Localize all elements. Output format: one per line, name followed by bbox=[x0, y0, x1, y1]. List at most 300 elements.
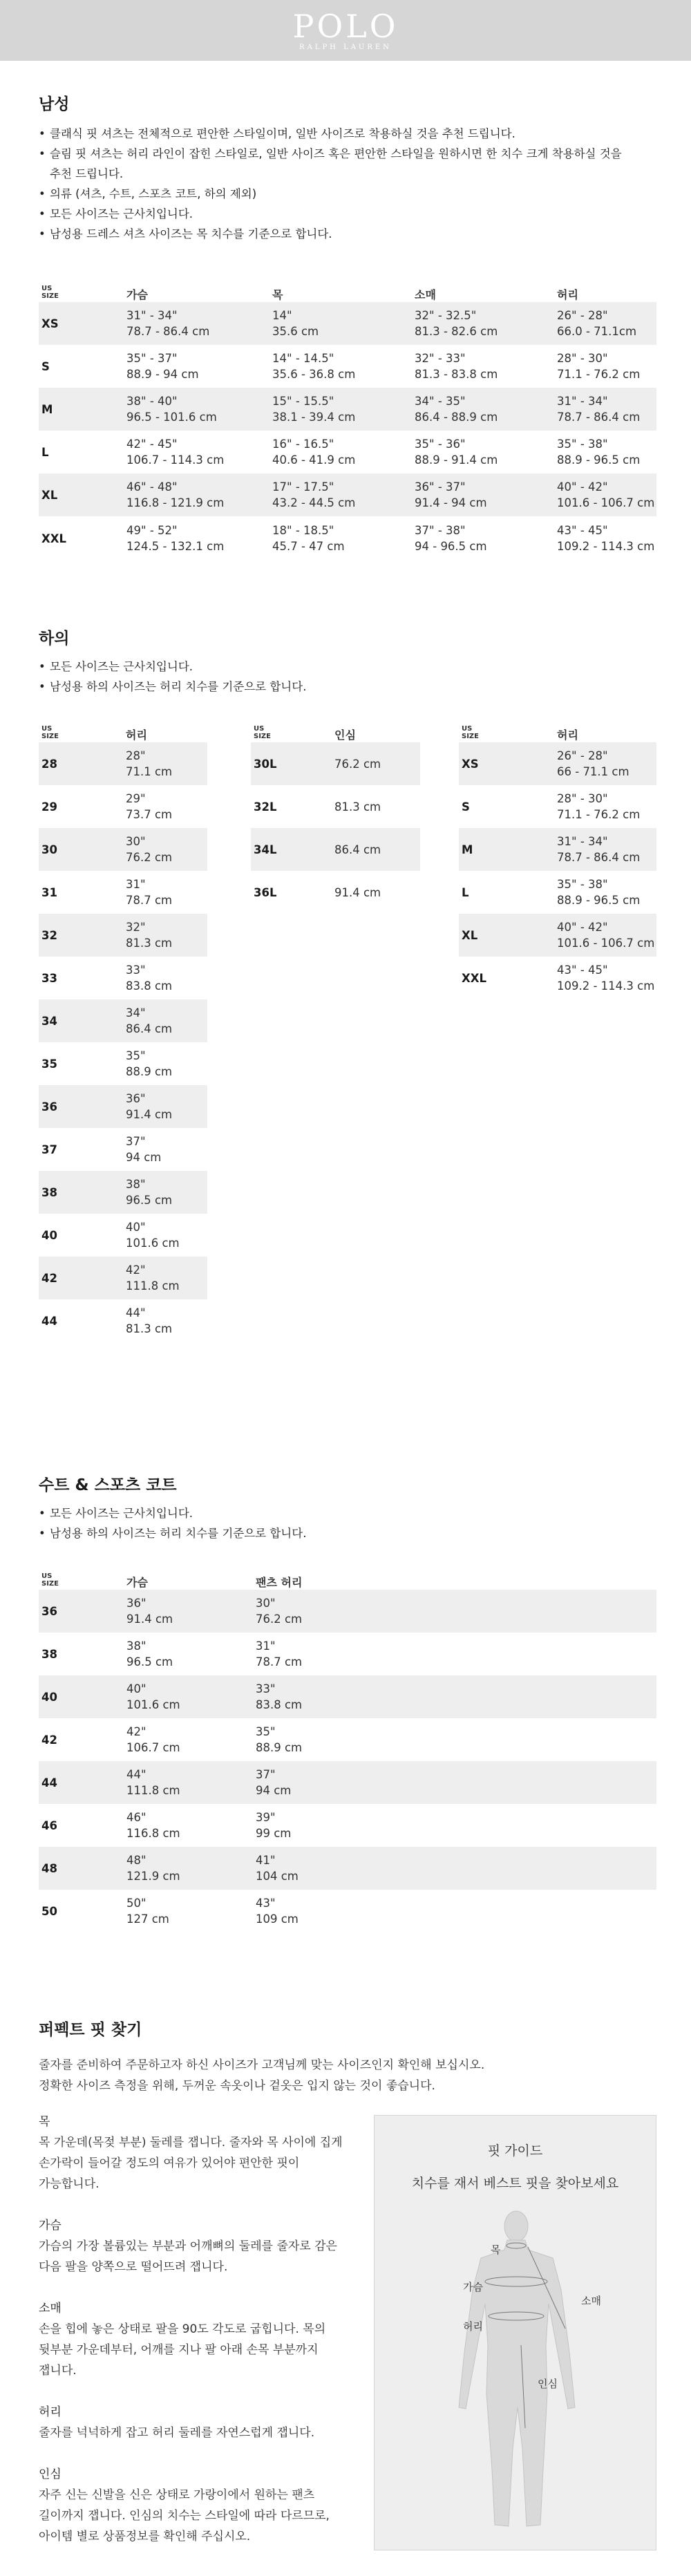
table-row bbox=[459, 914, 656, 957]
fit-measure-text: 가슴의 가장 볼륨있는 부분과 어깨뼈의 둘레를 줄자로 감은 bbox=[39, 2239, 337, 2253]
note: • 모든 사이즈는 근사치입니다. bbox=[39, 657, 661, 677]
cm-value: 96.5 - 101.6 cm bbox=[126, 411, 217, 424]
size-label: 35 bbox=[41, 1057, 57, 1071]
fit-measure-text: 뒷부분 가운데부터, 어깨를 지나 팔 아래 손목 부분까지 bbox=[39, 2343, 319, 2357]
table-row bbox=[39, 828, 207, 871]
col-inseam: 인심 bbox=[334, 728, 356, 742]
bottoms-notes bbox=[39, 657, 661, 697]
table-row bbox=[39, 1718, 656, 1761]
cm-value: 91.4 - 94 cm bbox=[415, 496, 487, 509]
inch-value: 38" - 40" bbox=[126, 395, 178, 408]
measure-cell bbox=[253, 1675, 656, 1718]
table-row bbox=[39, 302, 656, 345]
inch-value: 35" - 38" bbox=[557, 438, 608, 451]
size-label: XL bbox=[41, 488, 58, 502]
size-label: 34 bbox=[41, 1014, 57, 1028]
cm-value: 78.7 cm bbox=[256, 1655, 303, 1668]
size-cell bbox=[39, 1590, 124, 1633]
size-label: 40 bbox=[41, 1228, 57, 1242]
suits-section bbox=[39, 1472, 661, 1543]
cm-value: 78.7 cm bbox=[126, 894, 173, 907]
cm-value: 78.7 - 86.4 cm bbox=[557, 851, 641, 864]
note: • 남성용 하의 사이즈는 허리 치수를 기준으로 합니다. bbox=[39, 677, 661, 697]
table-row bbox=[39, 1257, 207, 1299]
size-label: 46 bbox=[41, 1818, 57, 1832]
suits-size-table bbox=[39, 1559, 656, 1933]
inch-value: 30" bbox=[256, 1597, 276, 1610]
note: • 클래식 핏 셔츠는 전체적으로 편안한 스타일이며, 일반 사이즈로 착용하실 것을 추천 드립니다. bbox=[39, 124, 661, 144]
cm-value: 109.2 - 114.3 cm bbox=[557, 540, 655, 553]
brand-logo: POLO bbox=[292, 7, 399, 45]
table-row bbox=[251, 785, 420, 828]
measure-cell bbox=[332, 871, 420, 914]
size-label: S bbox=[41, 359, 50, 373]
inch-value: 42" bbox=[126, 1263, 146, 1277]
measure-cell bbox=[253, 1633, 656, 1675]
fit-measure-item bbox=[39, 2112, 370, 2194]
fit-measure-text: 목 가운데(목젖 부분) 둘레를 잽니다. 줄자와 목 사이에 집게 bbox=[39, 2136, 343, 2150]
inch-value: 38" bbox=[126, 1178, 146, 1191]
inch-value: 36" - 37" bbox=[415, 480, 466, 493]
inch-value: 14" - 14.5" bbox=[272, 352, 334, 365]
measure-cell bbox=[124, 1761, 253, 1804]
measure-cell bbox=[124, 302, 269, 345]
cm-value: 88.9 cm bbox=[256, 1741, 303, 1754]
size-cell bbox=[39, 473, 124, 516]
fit-measure-title: 소매 bbox=[39, 2302, 61, 2315]
measure-cell bbox=[554, 785, 656, 828]
table-row bbox=[39, 1214, 207, 1257]
inch-value: 32" - 32.5" bbox=[415, 309, 477, 322]
size-label: 38 bbox=[41, 1647, 57, 1661]
bottoms-letter-table bbox=[459, 712, 656, 999]
measure-cell bbox=[124, 431, 269, 473]
guide-label-waist: 허리 bbox=[463, 2320, 483, 2333]
measure-cell bbox=[253, 1804, 656, 1847]
fit-guide-subtitle: 치수를 재서 베스트 핏을 찾아보세요 bbox=[411, 2176, 619, 2191]
fit-measure-title: 가슴 bbox=[39, 2219, 61, 2232]
cm-value: 101.6 cm bbox=[126, 1237, 180, 1250]
inch-value: 26" - 28" bbox=[557, 309, 608, 322]
col-pants-waist: 팬츠 허리 bbox=[256, 1576, 303, 1589]
inch-value: 35" - 37" bbox=[126, 352, 178, 365]
size-label: L bbox=[41, 445, 49, 459]
measure-cell bbox=[124, 388, 269, 431]
inch-value: 35" bbox=[256, 1725, 276, 1738]
inch-value: 46" - 48" bbox=[126, 480, 178, 493]
size-label: 31 bbox=[41, 885, 57, 899]
size-label: 32 bbox=[41, 928, 57, 942]
fit-section bbox=[39, 2017, 485, 2568]
table-row bbox=[39, 785, 207, 828]
size-label: 44 bbox=[41, 1776, 57, 1789]
table-row bbox=[39, 1890, 656, 1933]
measure-cell bbox=[554, 742, 656, 785]
measure-cell bbox=[123, 742, 207, 785]
inch-value: 37" bbox=[256, 1768, 276, 1781]
inch-value: 46" bbox=[126, 1811, 146, 1824]
measure-cell bbox=[123, 1128, 207, 1171]
measure-cell bbox=[124, 1804, 253, 1847]
size-cell bbox=[39, 914, 123, 957]
inch-value: 32" bbox=[126, 921, 146, 934]
size-cell bbox=[39, 1299, 123, 1342]
cm-value: 81.3 - 83.8 cm bbox=[415, 368, 498, 381]
cm-value: 43.2 - 44.5 cm bbox=[272, 496, 356, 509]
fit-measure-title: 허리 bbox=[39, 2405, 61, 2419]
cm-value: 78.7 - 86.4 cm bbox=[557, 411, 641, 424]
table-row bbox=[459, 828, 656, 871]
cm-value: 116.8 cm bbox=[126, 1827, 180, 1840]
fit-guide-panel bbox=[374, 2115, 656, 2550]
cm-value: 71.1 - 76.2 cm bbox=[557, 368, 641, 381]
col-us-size: US SIZE bbox=[41, 1572, 59, 1588]
measure-cell bbox=[123, 1299, 207, 1342]
col-us-size: US SIZE bbox=[41, 285, 59, 300]
table-row bbox=[39, 1042, 207, 1085]
cm-value: 83.8 cm bbox=[126, 979, 173, 993]
table-row bbox=[39, 914, 207, 957]
table-row bbox=[459, 871, 656, 914]
suits-notes bbox=[39, 1503, 661, 1543]
cm-value: 111.8 cm bbox=[126, 1784, 180, 1797]
bottoms-inseam-table bbox=[251, 712, 420, 914]
inch-value: 30" bbox=[126, 835, 146, 848]
size-label: 30L bbox=[254, 757, 277, 771]
measure-cell bbox=[124, 1890, 253, 1933]
cm-value: 94 cm bbox=[256, 1784, 292, 1797]
inch-value: 81.3 cm bbox=[334, 800, 381, 814]
size-cell bbox=[39, 785, 123, 828]
fit-measure-text: 다음 팔을 양쪽으로 떨어뜨려 잽니다. bbox=[39, 2260, 228, 2274]
cm-value: 116.8 - 121.9 cm bbox=[126, 496, 225, 509]
brand-header bbox=[0, 0, 691, 61]
size-label: 30 bbox=[41, 843, 57, 856]
size-cell bbox=[459, 785, 554, 828]
measure-cell bbox=[123, 957, 207, 999]
table-row bbox=[459, 742, 656, 785]
note: • 모든 사이즈는 근사치입니다. bbox=[39, 1503, 661, 1523]
table-row bbox=[39, 431, 656, 473]
inch-value: 86.4 cm bbox=[334, 843, 381, 856]
size-cell bbox=[251, 828, 332, 871]
col-us-size: US SIZE bbox=[462, 725, 480, 740]
measure-cell bbox=[123, 828, 207, 871]
inch-value: 43" - 45" bbox=[557, 524, 608, 537]
measure-cell bbox=[123, 1257, 207, 1299]
inch-value: 29" bbox=[126, 792, 146, 805]
fit-intro-line: 정확한 사이즈 측정을 위해, 두꺼운 속옷이나 겉옷은 입지 않는 것이 좋습니다. bbox=[39, 2079, 435, 2093]
cm-value: 91.4 cm bbox=[126, 1108, 173, 1121]
cm-value: 86.4 cm bbox=[126, 1022, 173, 1035]
inch-value: 50" bbox=[126, 1897, 146, 1910]
cm-value: 88.9 - 94 cm bbox=[126, 368, 199, 381]
size-cell bbox=[459, 828, 554, 871]
cm-value: 88.9 cm bbox=[126, 1065, 173, 1078]
measure-cell bbox=[554, 345, 656, 388]
fit-measure-text: 손가락이 들어갈 정도의 여유가 있어야 편안한 핏이 bbox=[39, 2156, 300, 2170]
size-label: 38 bbox=[41, 1185, 57, 1199]
inch-value: 43" bbox=[256, 1897, 276, 1910]
measure-cell bbox=[124, 473, 269, 516]
size-cell bbox=[39, 1085, 123, 1128]
table-row bbox=[39, 999, 207, 1042]
size-label: 28 bbox=[41, 757, 57, 771]
cm-value: 101.6 - 106.7 cm bbox=[557, 496, 655, 509]
size-label: XXL bbox=[41, 532, 66, 545]
size-cell bbox=[251, 785, 332, 828]
cm-value: 35.6 - 36.8 cm bbox=[272, 368, 356, 381]
fit-measure-text: 아이템 별로 상품정보를 확인해 주십시오. bbox=[39, 2530, 251, 2544]
col-chest: 가슴 bbox=[126, 1576, 148, 1589]
measure-cell bbox=[554, 957, 656, 999]
col-chest: 가슴 bbox=[126, 288, 148, 301]
note: 추천 드립니다. bbox=[50, 167, 124, 180]
guide-label-neck: 목 bbox=[491, 2244, 501, 2256]
size-cell bbox=[39, 1890, 124, 1933]
cm-value: 124.5 - 132.1 cm bbox=[126, 540, 225, 553]
measure-cell bbox=[554, 302, 656, 345]
table-row bbox=[39, 1761, 656, 1804]
inch-value: 40" - 42" bbox=[557, 480, 608, 493]
cm-value: 91.4 cm bbox=[126, 1613, 173, 1626]
note: • 남성용 드레스 셔츠 사이즈는 목 치수를 기준으로 합니다. bbox=[39, 224, 661, 244]
measure-cell bbox=[253, 1718, 656, 1761]
size-label: 34L bbox=[254, 843, 277, 856]
men-size-table bbox=[39, 274, 656, 561]
cm-value: 66 - 71.1 cm bbox=[557, 765, 630, 778]
size-cell bbox=[39, 871, 123, 914]
size-cell bbox=[39, 1633, 124, 1675]
measure-cell bbox=[412, 516, 554, 561]
measure-cell bbox=[412, 302, 554, 345]
cm-value: 88.9 - 91.4 cm bbox=[415, 453, 498, 467]
size-cell bbox=[251, 742, 332, 785]
size-label: XL bbox=[462, 928, 478, 942]
inch-value: 31" - 34" bbox=[557, 835, 608, 848]
cm-value: 88.9 - 96.5 cm bbox=[557, 894, 641, 907]
measure-cell bbox=[554, 828, 656, 871]
measure-cell bbox=[412, 345, 554, 388]
size-cell bbox=[459, 742, 554, 785]
size-cell bbox=[39, 302, 124, 345]
inch-value: 40" bbox=[126, 1221, 146, 1234]
inch-value: 16" - 16.5" bbox=[272, 438, 334, 451]
measure-cell bbox=[124, 1675, 253, 1718]
inch-value: 48" bbox=[126, 1854, 146, 1867]
col-waist: 허리 bbox=[557, 728, 578, 742]
cm-value: 106.7 - 114.3 cm bbox=[126, 453, 225, 467]
cm-value: 94 - 96.5 cm bbox=[415, 540, 487, 553]
inch-value: 35" - 38" bbox=[557, 878, 608, 891]
men-section bbox=[39, 91, 661, 244]
inch-value: 37" - 38" bbox=[415, 524, 466, 537]
guide-label-inseam: 인심 bbox=[538, 2378, 558, 2390]
size-cell bbox=[39, 828, 123, 871]
measure-cell bbox=[554, 516, 656, 561]
col-neck: 목 bbox=[272, 288, 283, 301]
guide-label-sleeve: 소매 bbox=[581, 2295, 601, 2307]
inch-value: 44" bbox=[126, 1306, 146, 1319]
inch-value: 31" - 34" bbox=[557, 395, 608, 408]
size-label: XS bbox=[41, 317, 59, 330]
measure-cell bbox=[124, 1847, 253, 1890]
measure-cell bbox=[124, 516, 269, 561]
size-label: M bbox=[41, 402, 53, 416]
size-cell bbox=[39, 1171, 123, 1214]
table-row bbox=[39, 516, 656, 561]
col-waist: 허리 bbox=[557, 288, 578, 301]
measure-cell bbox=[253, 1761, 656, 1804]
measure-cell bbox=[412, 431, 554, 473]
brand-logo-subtitle: RALPH LAUREN bbox=[299, 43, 392, 51]
size-label: M bbox=[462, 843, 473, 856]
size-label: 42 bbox=[41, 1733, 57, 1747]
size-cell bbox=[251, 871, 332, 914]
measure-cell bbox=[253, 1890, 656, 1933]
measure-cell bbox=[124, 345, 269, 388]
fit-intro bbox=[39, 2055, 661, 2096]
size-cell bbox=[39, 1804, 124, 1847]
size-cell bbox=[39, 1042, 123, 1085]
inch-value: 40" bbox=[126, 1682, 146, 1695]
cm-value: 99 cm bbox=[256, 1827, 292, 1840]
fit-measure-text: 손을 힙에 놓은 상태로 팔을 90도 각도로 굽힙니다. 목의 bbox=[39, 2322, 326, 2336]
men-notes bbox=[39, 124, 661, 244]
measure-cell bbox=[123, 1214, 207, 1257]
table-row bbox=[39, 1804, 656, 1847]
inch-value: 17" - 17.5" bbox=[272, 480, 334, 493]
size-cell bbox=[39, 957, 123, 999]
cm-value: 81.3 - 82.6 cm bbox=[415, 325, 498, 338]
fit-measure-title: 목 bbox=[39, 2115, 50, 2129]
cm-value: 81.3 cm bbox=[126, 937, 173, 950]
cm-value: 38.1 - 39.4 cm bbox=[272, 411, 356, 424]
cm-value: 121.9 cm bbox=[126, 1870, 180, 1883]
cm-value: 111.8 cm bbox=[126, 1279, 180, 1292]
measure-cell bbox=[253, 1847, 656, 1890]
size-label: 36 bbox=[41, 1604, 57, 1618]
measure-cell bbox=[123, 1171, 207, 1214]
measure-cell bbox=[554, 473, 656, 516]
inch-value: 28" bbox=[126, 749, 146, 762]
inch-value: 41" bbox=[256, 1854, 276, 1867]
fit-measure-text: 길이까지 잽니다. 인심의 치수는 스타일에 따라 다르므로, bbox=[39, 2509, 330, 2523]
cm-value: 94 cm bbox=[126, 1151, 162, 1164]
inch-value: 39" bbox=[256, 1811, 276, 1824]
inch-value: 91.4 cm bbox=[334, 885, 381, 899]
inch-value: 42" - 45" bbox=[126, 438, 178, 451]
size-cell bbox=[39, 999, 123, 1042]
measure-cell bbox=[123, 914, 207, 957]
size-cell bbox=[39, 1718, 124, 1761]
cm-value: 96.5 cm bbox=[126, 1194, 173, 1207]
table-row bbox=[39, 957, 207, 999]
table-row bbox=[251, 871, 420, 914]
cm-value: 109 cm bbox=[256, 1912, 299, 1926]
inch-value: 35" bbox=[126, 1049, 146, 1062]
fit-measure-text: 가능합니다. bbox=[39, 2177, 100, 2191]
cm-value: 45.7 - 47 cm bbox=[272, 540, 345, 553]
table-row bbox=[39, 473, 656, 516]
measure-cell bbox=[269, 302, 412, 345]
size-cell bbox=[39, 345, 124, 388]
size-cell bbox=[39, 431, 124, 473]
table-row bbox=[459, 957, 656, 999]
table-row bbox=[459, 785, 656, 828]
fit-measure-text: 자주 신는 신발을 신은 상태로 가랑이에서 원하는 팬츠 bbox=[39, 2488, 315, 2502]
cm-value: 88.9 - 96.5 cm bbox=[557, 453, 641, 467]
inch-value: 76.2 cm bbox=[334, 757, 381, 771]
measure-cell bbox=[412, 388, 554, 431]
inch-value: 32" - 33" bbox=[415, 352, 466, 365]
measure-cell bbox=[269, 388, 412, 431]
measure-cell bbox=[332, 785, 420, 828]
measure-cell bbox=[124, 1590, 253, 1633]
fit-measure-item bbox=[39, 2298, 370, 2381]
size-cell bbox=[459, 871, 554, 914]
size-cell bbox=[459, 957, 554, 999]
measure-cell bbox=[269, 345, 412, 388]
cm-value: 109.2 - 114.3 cm bbox=[557, 979, 655, 993]
measure-cell bbox=[124, 1718, 253, 1761]
size-label: 42 bbox=[41, 1271, 57, 1285]
cm-value: 101.6 cm bbox=[126, 1698, 180, 1711]
measure-cell bbox=[412, 473, 554, 516]
bottoms-section bbox=[39, 626, 661, 697]
body-silhouette-icon bbox=[375, 2200, 657, 2546]
cm-value: 104 cm bbox=[256, 1870, 299, 1883]
measure-cell bbox=[123, 871, 207, 914]
inch-value: 34" - 35" bbox=[415, 395, 466, 408]
guide-label-chest: 가슴 bbox=[463, 2281, 483, 2293]
size-cell bbox=[39, 1257, 123, 1299]
inch-value: 28" - 30" bbox=[557, 352, 608, 365]
cm-value: 106.7 cm bbox=[126, 1741, 180, 1754]
fit-intro-line: 줄자를 준비하여 주문하고자 하신 사이즈가 고객님께 맞는 사이즈인지 확인해 보십시오. bbox=[39, 2058, 485, 2072]
measure-cell bbox=[554, 871, 656, 914]
inch-value: 40" - 42" bbox=[557, 921, 608, 934]
table-row bbox=[39, 1299, 207, 1342]
note: • 남성용 하의 사이즈는 허리 치수를 기준으로 합니다. bbox=[39, 1523, 661, 1543]
size-cell bbox=[459, 914, 554, 957]
size-label: 33 bbox=[41, 971, 57, 985]
col-waist: 허리 bbox=[126, 728, 147, 742]
measure-cell bbox=[124, 1633, 253, 1675]
table-row bbox=[39, 1675, 656, 1718]
size-cell bbox=[39, 1761, 124, 1804]
measure-cell bbox=[123, 999, 207, 1042]
suits-title: 수트 & 스포츠 코트 bbox=[39, 1476, 177, 1494]
measure-cell bbox=[269, 516, 412, 561]
inch-value: 18" - 18.5" bbox=[272, 524, 334, 537]
inch-value: 31" - 34" bbox=[126, 309, 178, 322]
inch-value: 42" bbox=[126, 1725, 146, 1738]
measure-cell bbox=[123, 1042, 207, 1085]
table-row bbox=[251, 742, 420, 785]
cm-value: 35.6 cm bbox=[272, 325, 319, 338]
size-label: 36 bbox=[41, 1100, 57, 1113]
inch-value: 33" bbox=[256, 1682, 276, 1695]
size-label: 40 bbox=[41, 1690, 57, 1704]
cm-value: 96.5 cm bbox=[126, 1655, 173, 1668]
fit-measure-title: 인심 bbox=[39, 2467, 61, 2481]
note: • 모든 사이즈는 근사치입니다. bbox=[39, 204, 661, 224]
size-label: XS bbox=[462, 757, 479, 771]
bottoms-title: 하의 bbox=[39, 630, 70, 648]
inch-value: 36" bbox=[126, 1092, 146, 1105]
measure-cell bbox=[554, 388, 656, 431]
